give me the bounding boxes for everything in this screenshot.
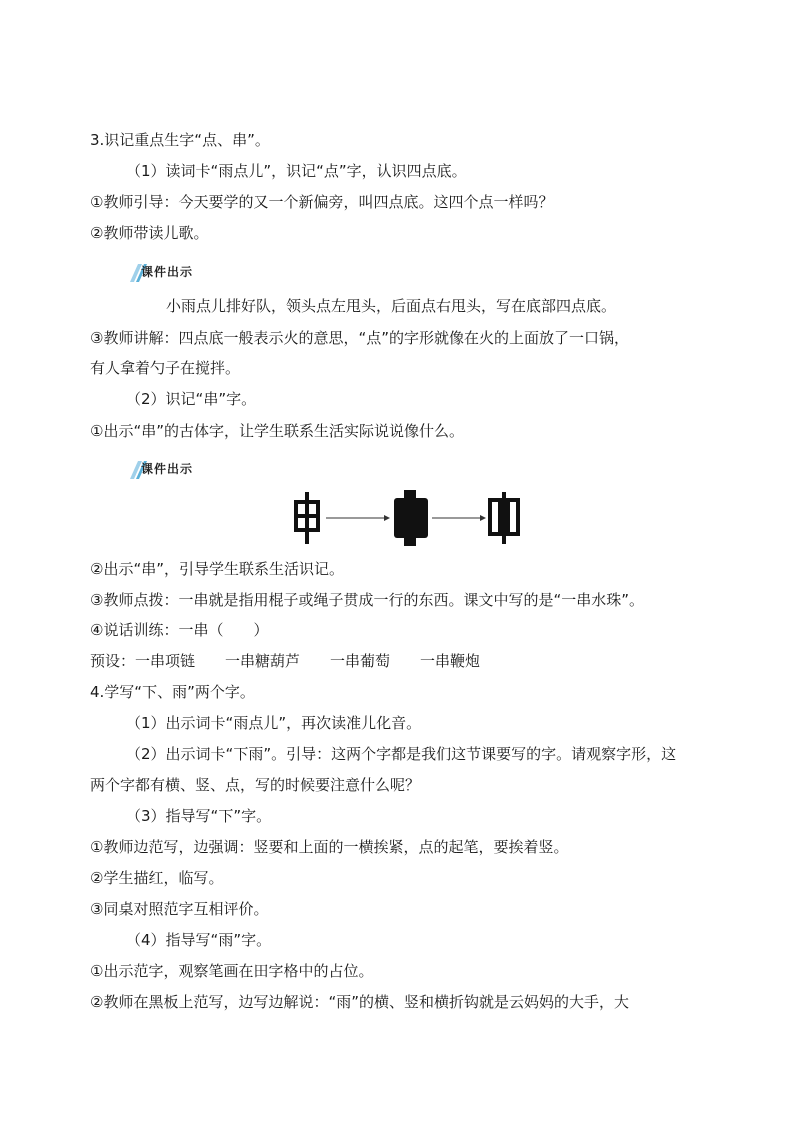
- paragraph: ③教师讲解：四点底一般表示火的意思，“点”的字形就像在火的上面放了一口锅，: [90, 329, 629, 347]
- paragraph: ②出示“串”，引导学生联系生活识记。: [90, 560, 344, 578]
- paragraph: ①教师边范写，边强调：竖要和上面的一横挨紧，点的起笔，要挨着竖。: [90, 838, 569, 856]
- paragraph: ①出示范字，观察笔画在田字格中的占位。: [90, 962, 374, 980]
- seal-chuan-glyph: [490, 492, 518, 544]
- paragraph: 有人拿着勺子在搅拌。: [90, 359, 241, 377]
- arrow-icon: [432, 515, 486, 521]
- courseware-badge: [128, 261, 248, 283]
- oracle-bone-chuan-glyph: [296, 492, 318, 544]
- paragraph: （2）出示词卡“下雨”。引导：这两个字都是我们这节课要写的字。请观察字形，这: [126, 745, 677, 763]
- paragraph: （1）读词卡“雨点儿”，识记“点”字，认识四点底。: [126, 162, 467, 180]
- paragraph: 预设：一串项链 一串糖葫芦 一串葡萄 一串鞭炮: [90, 652, 481, 670]
- ancient-chuan-glyph-evolution: [290, 488, 530, 548]
- subsection-heading: （4）指导写“雨”字。: [126, 931, 272, 949]
- paragraph: ①出示“串”的古体字，让学生联系生活实际说说像什么。: [90, 422, 464, 440]
- courseware-badge: [128, 458, 248, 480]
- paragraph: 两个字都有横、竖、点，写的时候要注意什么呢？: [90, 776, 421, 794]
- paragraph: ④说话训练：一串（ ）: [90, 621, 269, 639]
- paragraph: ③教师点拨：一串就是指用棍子或绳子贯成一行的东西。课文中写的是“一串水珠”。: [90, 591, 644, 609]
- paragraph: ②学生描红，临写。: [90, 869, 224, 887]
- paragraph: ③同桌对照范字互相评价。: [90, 900, 269, 918]
- paragraph: ②教师带读儿歌。: [90, 224, 209, 242]
- arrow-icon: [326, 515, 390, 521]
- subsection-heading: （2）识记“串”字。: [126, 390, 257, 408]
- section-heading-3: 3.识记重点生字“点、串”。: [90, 131, 270, 149]
- paragraph: （1）出示词卡“雨点儿”，再次读准儿化音。: [126, 714, 422, 732]
- paragraph: ①教师引导：今天要学的又一个新偏旁，叫四点底。这四个点一样吗？: [90, 193, 554, 211]
- subsection-heading: （3）指导写“下”字。: [126, 807, 272, 825]
- paragraph: ②教师在黑板上范写，边写边解说：“雨”的横、竖和横折钩就是云妈妈的大手，大: [90, 993, 629, 1011]
- nursery-rhyme: 小雨点儿排好队，领头点左甩头，后面点右甩头，写在底部四点底。: [166, 297, 617, 315]
- badge-label: 课件出示: [141, 462, 194, 476]
- bronze-chuan-glyph: [394, 490, 428, 546]
- badge-label: 课件出示: [141, 265, 194, 279]
- section-heading-4: 4.学写“下、雨”两个字。: [90, 683, 255, 701]
